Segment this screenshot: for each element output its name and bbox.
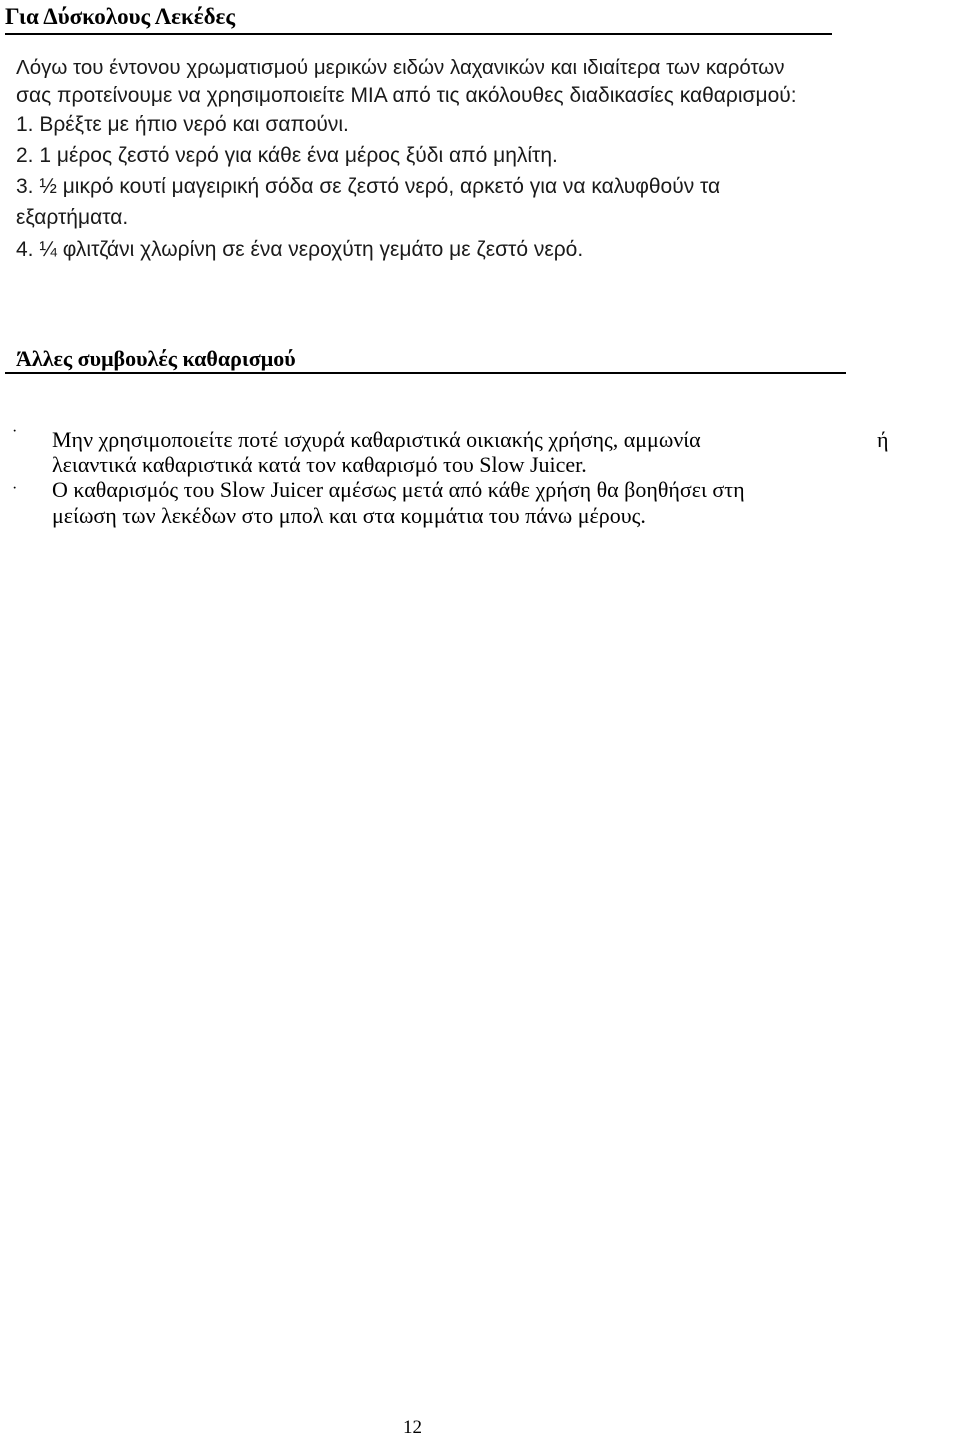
tip-text-line-end: ή <box>877 427 889 452</box>
page-number: 12 <box>403 1417 422 1438</box>
heading-underline <box>5 372 846 374</box>
bullet-dot: · <box>12 480 18 497</box>
bullet-dot: · <box>12 423 18 440</box>
tip-text-line: λειαντικά καθαριστικά κατά τον καθαρισμό του Slow Juicer. <box>52 452 587 477</box>
tip-text-line: μείωση των λεκέδων στο μπολ και στα κομμάτια του πάνω μέρους. <box>52 503 646 528</box>
section-heading-cleaning-tips: Άλλες συμβουλές καθαρισμού <box>16 346 296 371</box>
cleaning-step: 4. ¼ φλιτζάνι χλωρίνη σε ένα νεροχύτη γεμάτο με ζεστό νερό. <box>16 238 584 261</box>
cleaning-step: 2. 1 μέρος ζεστό νερό για κάθε ένα μέρος ξύδι από μηλίτη. <box>16 144 558 167</box>
intro-text-line: σας προτείνουμε να χρησιμοποιείτε ΜΙΑ από τις ακόλουθες διαδικασίες καθαρισμού: <box>16 84 797 107</box>
section-heading-difficult-stains: Για Δύσκολους Λεκέδες <box>5 4 236 29</box>
cleaning-step: 3. ½ μικρό κουτί μαγειρική σόδα σε ζεστό νερό, αρκετό για να καλυφθούν τα <box>16 175 721 198</box>
tip-text-line: Μην χρησιμοποιείτε ποτέ ισχυρά καθαριστικά οικιακής χρήσης, αμμωνία <box>52 427 701 452</box>
cleaning-step-continuation: εξαρτήματα. <box>16 206 129 229</box>
cleaning-step: 1. Βρέξτε με ήπιο νερό και σαπούνι. <box>16 113 349 136</box>
tip-text-line: Ο καθαρισμός του Slow Juicer αμέσως μετά από κάθε χρήση θα βοηθήσει στη <box>52 477 745 502</box>
heading-underline <box>5 33 832 35</box>
intro-text-line: Λόγω του έντονου χρωματισμού μερικών ειδών λαχανικών και ιδιαίτερα των καρότων <box>16 56 785 79</box>
